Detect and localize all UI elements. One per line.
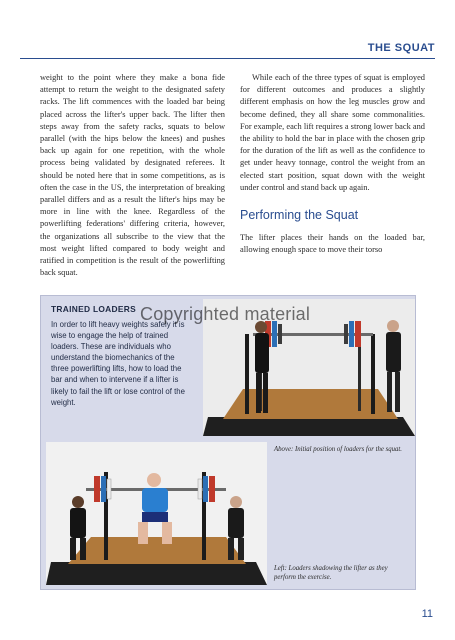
photo-loaders-shadowing — [46, 442, 267, 585]
photo-loaders-initial — [203, 299, 415, 436]
photo-loaders-shadowing-illustration — [46, 442, 267, 585]
section-heading: Performing the Squat — [240, 208, 359, 223]
right-column — [240, 72, 425, 256]
header-rule — [20, 58, 435, 59]
copyright-watermark: Copyrighted material — [140, 304, 311, 324]
left-paragraph: weight to the point where they make a bona fide attempt to return the weight to the designated safety racks. The lift commences with the loaded bar being placed across the lifter's upper back. The lifter then steps away from the safety racks, squats to below parallel (with the hips below the knees) and pushes back up again for one repetition, with the whole process being validated by designated referees. It should be noted here that in some competitions, as is often the case in the US, the interpretation of breaking parallel differs and as a result the lifter's hips may be more in line with the knee. Regardless of the powerlifting federations' differing criteria, however, the organizations all subscribe to the view that the most weight lifted compared to body weight and ratified in competition is the result of the powerlifting back squat. — [40, 73, 225, 278]
photo-loaders-initial-illustration — [203, 299, 415, 436]
page-number: 11 — [421, 608, 433, 620]
header-title: THE SQUAT — [367, 42, 435, 54]
box-text: In order to lift heavy weights safely it is wise to engage the help of trained loaders. These are individuals who understand the biomechanics of the three powerlifting lifts, how to load the bar and when to intervene if a lifter is likely to fail the lift or lose control of the weight. — [51, 320, 185, 407]
right-paragraph: While each of the three types of squat is employed for different outcomes and produces a slightly different emphasis on how the leg muscles grow and become defined, they all share some commonalities. For example, each lift requires a strong lower back and the ability to hold the bar in place with the chosen grip for the duration of the lift as well as the confidence to get under heavy tonnage, control the weight from an elected start position, squat down with the weight under control and stand back up again. — [240, 73, 425, 192]
left-column — [40, 72, 225, 279]
trained-loaders-box — [40, 295, 416, 590]
box-title: TRAINED LOADERS — [51, 304, 136, 314]
right-paragraph-2: The lifter places their hands on the loaded bar, allowing enough space to move their torso — [240, 233, 425, 255]
caption-above: Above: Initial position of loaders for the squat. — [274, 446, 402, 453]
caption-left: Left: Loaders shadowing the lifter as they perform the exercise. — [274, 565, 388, 582]
